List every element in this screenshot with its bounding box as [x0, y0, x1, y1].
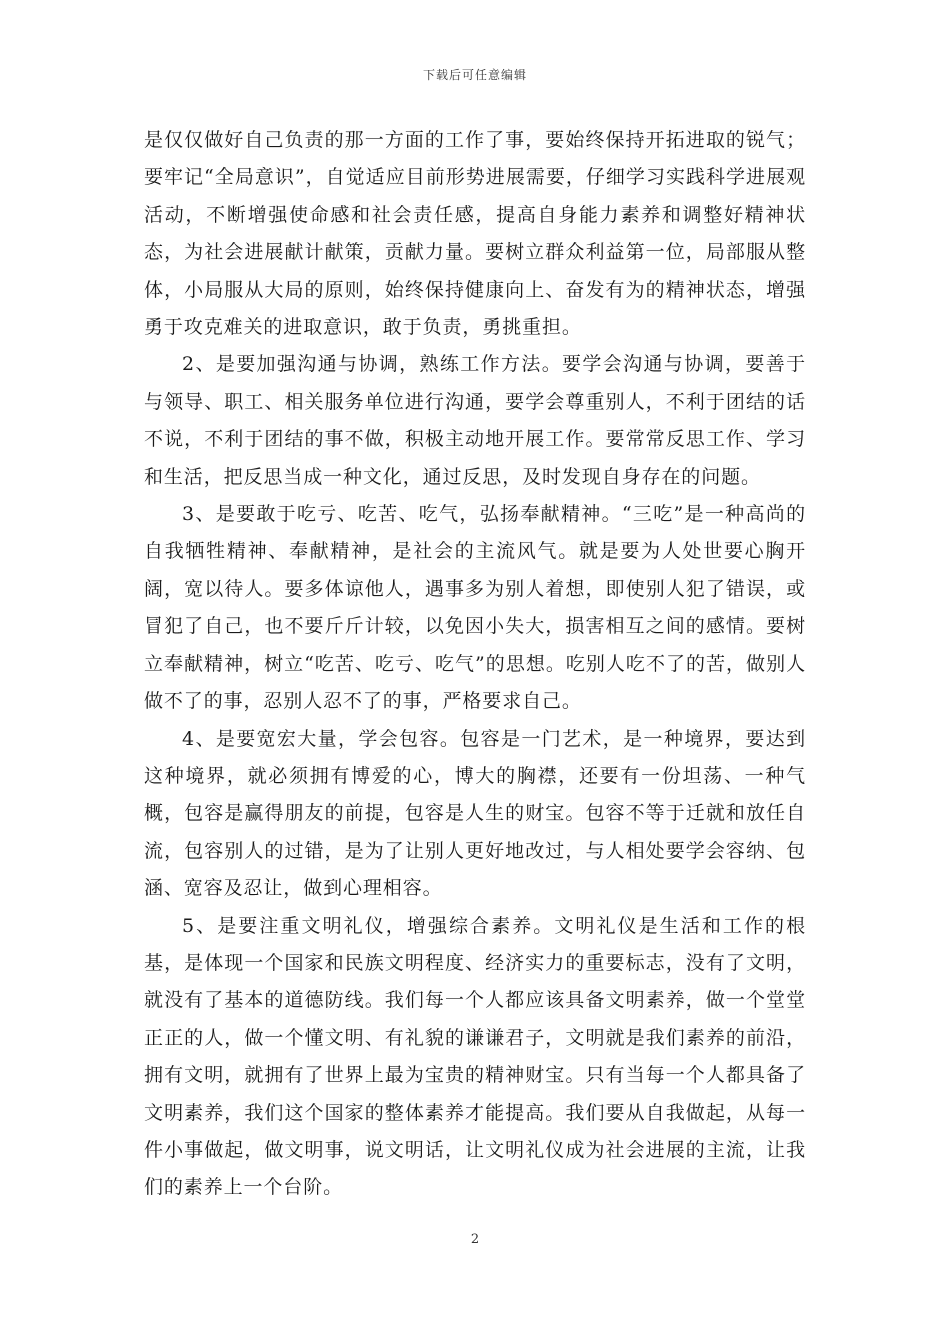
paragraph-item-2: 2、是要加强沟通与协调，熟练工作方法。要学会沟通与协调，要善于与领导、职工、相关服务单位进行沟通，要学会尊重别人，不利于团结的话不说，不利于团结的事不做，积极主动地开展工作。要常常反思工作、学习和生活，把反思当成一种文化，通过反思，及时发现自身存在的问题。: [144, 353, 806, 488]
paragraph-continuation: 是仅仅做好自己负责的那一方面的工作了事，要始终保持开拓进取的锐气；要牢记“全局意识”，自觉适应目前形势进展需要，仔细学习实践科学进展观活动，不断增强使命感和社会责任感，提高自身能力素养和调整好精神状态，为社会进展献计献策，贡献力量。要树立群众利益第一位，局部服从整体，小局服从大局的原则，始终保持健康向上、奋发有为的精神状态，增强勇于攻克难关的进取意识，敢于负责，勇挑重担。: [144, 129, 806, 339]
page-number: 2: [470, 1232, 480, 1247]
paragraph-item-5: 5、是要注重文明礼仪，增强综合素养。文明礼仪是生活和工作的根基，是体现一个国家和民族文明程度、经济实力的重要标志，没有了文明，就没有了基本的道德防线。我们每一个人都应该具备文明素养，做一个堂堂正正的人，做一个懂文明、有礼貌的谦谦君子，文明就是我们素养的前沿，拥有文明，就拥有了世界上最为宝贵的精神财宝。只有当每一个人都具备了文明素养，我们这个国家的整体素养才能提高。我们要从自我做起，从每一件小事做起，做文明事，说文明话，让文明礼仪成为社会进展的主流，让我们的素养上一个台阶。: [144, 914, 806, 1199]
paragraph-item-3: 3、是要敢于吃亏、吃苦、吃气，弘扬奉献精神。“三吃”是一种高尚的自我牺牲精神、奉献精神，是社会的主流风气。就是要为人处世要心胸开阔，宽以待人。要多体谅他人，遇事多为别人着想，即使别人犯了错误，或冒犯了自己，也不要斤斤计较，以免因小失大，损害相互之间的感情。要树立奉献精神，树立“吃苦、吃亏、吃气”的思想。吃别人吃不了的苦，做别人做不了的事，忍别人忍不了的事，严格要求自己。: [144, 503, 806, 713]
page-header: 下载后可任意编辑: [422, 68, 527, 82]
paragraph-item-4: 4、是要宽宏大量，学会包容。包容是一门艺术，是一种境界，要达到这种境界，就必须拥有博爱的心，博大的胸襟，还要有一份坦荡、一种气概，包容是赢得朋友的前提，包容是人生的财宝。包容不等于迁就和放任自流，包容别人的过错，是为了让别人更好地改过，与人相处要学会容纳、包涵、宽容及忍让，做到心理相容。: [144, 727, 806, 900]
document-body: [144, 122, 806, 1207]
